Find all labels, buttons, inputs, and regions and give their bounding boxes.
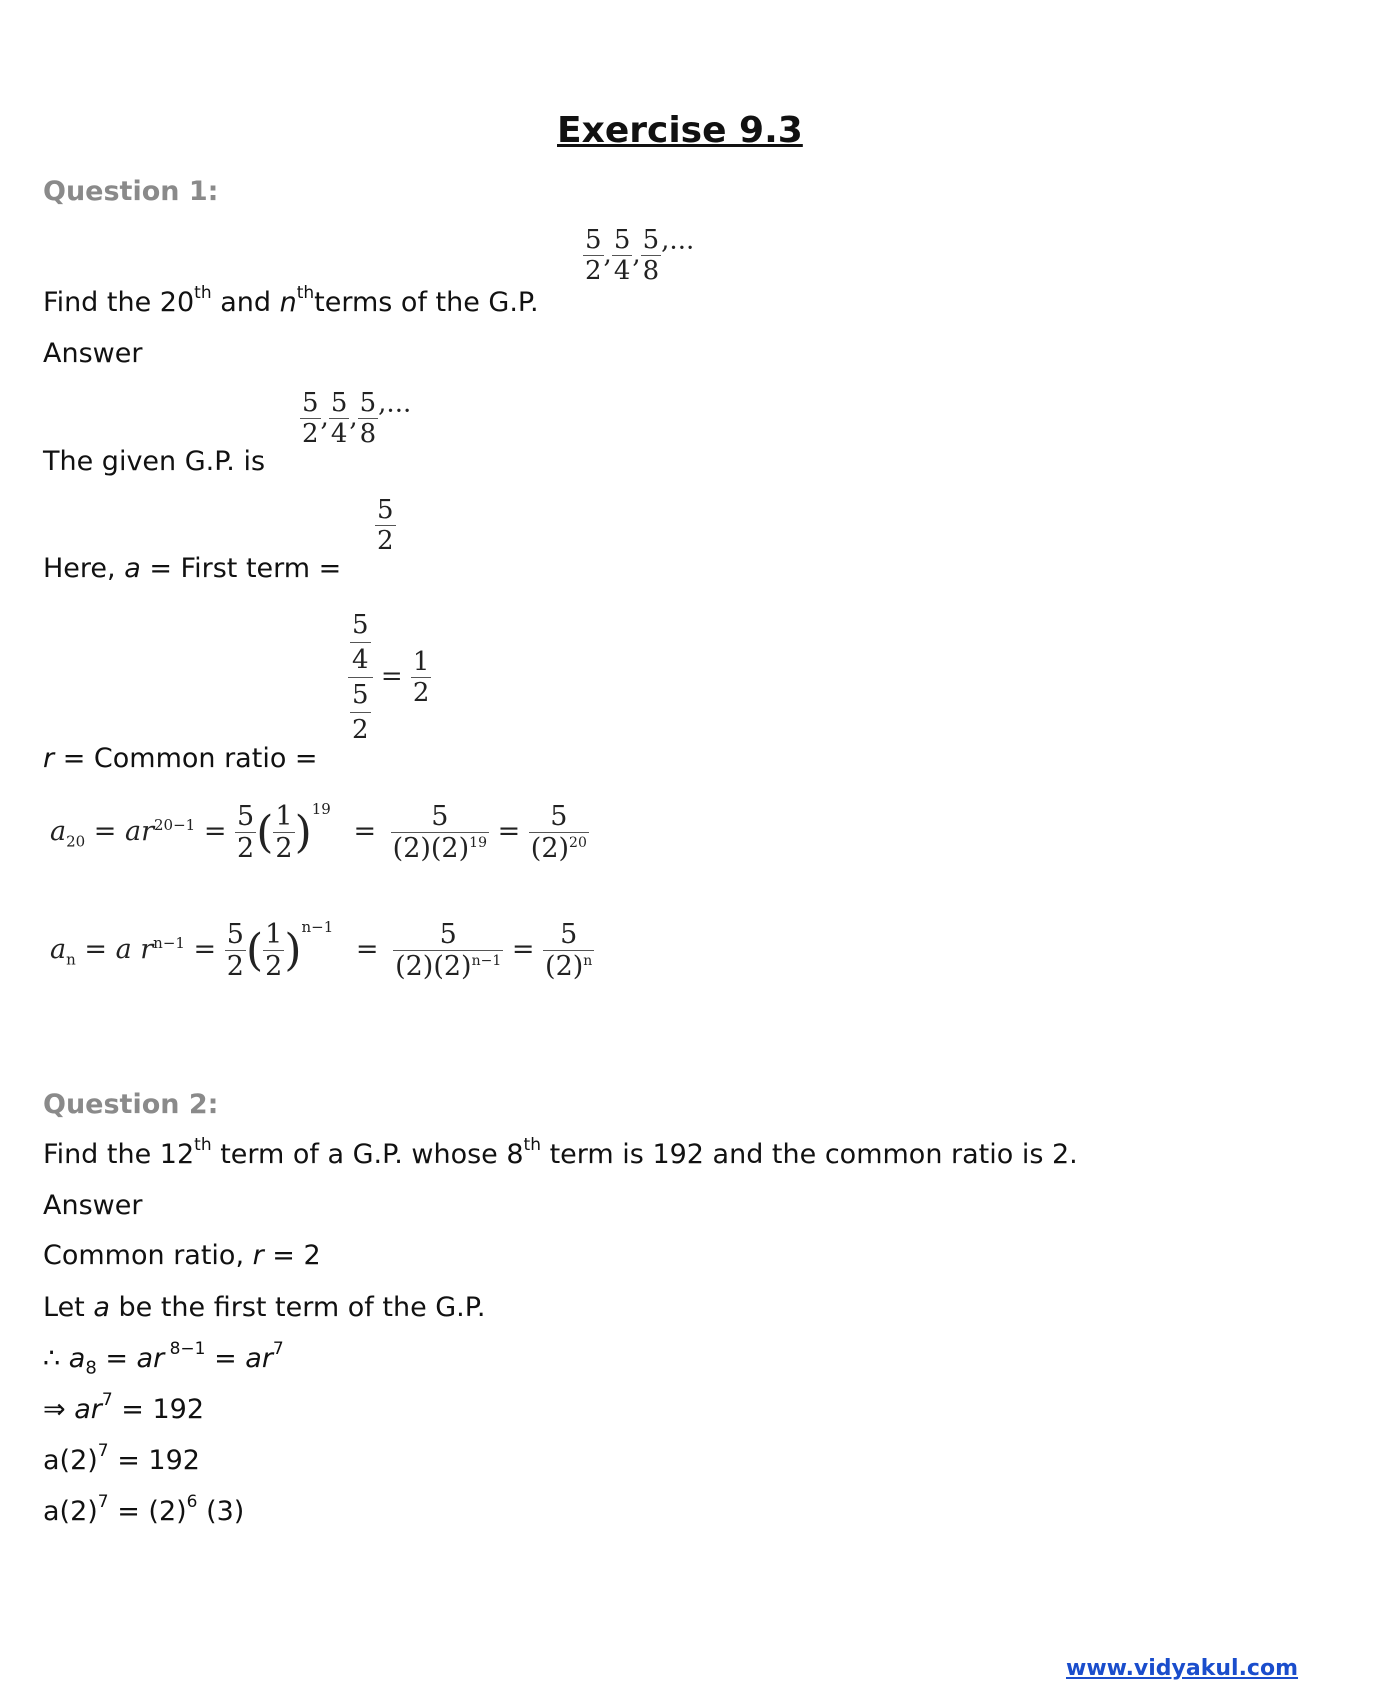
first-term-value: $\frac{5}{2}$ (377, 495, 394, 556)
a20-equation: $a_{20} = ar^{20-1}$ = $\frac{5}{2}$ ( $\frac{1}{2}$ )$^{19}$ = $\frac{5}{(2)(2)^{19}}$ = $\frac{5}{(2)^{20}}$ (50, 800, 587, 864)
question-2-heading: Question 2: (43, 1089, 219, 1120)
q2-line-a8: ∴ $a_8$ = ar $^{8-1} = ar^7$ (43, 1339, 284, 1379)
given-gp-fractions: $\frac{5}{2}$ , $\frac{5}{4}$ , $\frac{5}{8}$ ,... (302, 388, 412, 449)
question-1-gp: $\frac{5}{2}$ , $\frac{5}{4}$ , $\frac{5}{8}$ ,... (585, 225, 695, 286)
question-2-text: Find the 12th term of a G.P. whose 8th term is 192 and the common ratio is 2. (43, 1135, 1078, 1170)
given-gp-text: The given G.P. is (43, 446, 266, 477)
common-ratio-value: $\frac{\frac{5}{4}}{\frac{5}{2}}$ = $\frac{1}{2}$ (348, 608, 431, 747)
answer-label-2: Answer (43, 1190, 143, 1221)
question-1-heading: Question 1: (43, 176, 219, 207)
footer-website-link[interactable]: www.vidyakul.com (1066, 1656, 1299, 1681)
q2-line-a2-6: $a(2)^7 = (2)^6$ (3) (43, 1492, 245, 1527)
question-1-text: Find the 20th and $n^{th}terms$ of the G.P. (43, 283, 539, 318)
first-term-line: Here, a = First term = (43, 553, 342, 584)
q2-line-ar7: ⇒ $ar^7 = 192$ (43, 1390, 205, 1425)
q2-line-ratio: Common ratio, r = 2 (43, 1240, 321, 1271)
q2-line-first-term: Let a be the first term of the G.P. (43, 1292, 486, 1323)
page-title: Exercise 9.3 (557, 110, 803, 151)
an-equation: $a_n = a$ $r^{n-1}$ = $\frac{5}{2}$ ( $\frac{1}{2}$ )$^{n-1}$ = $\frac{5}{(2)(2)^{n-1}}$ = $\frac{5}{(2)^n}$ (50, 918, 593, 982)
answer-label-1: Answer (43, 338, 143, 369)
common-ratio-line: r = Common ratio = (43, 743, 318, 774)
q2-line-a2-7: $a(2)^7 = 192$ (43, 1441, 200, 1476)
